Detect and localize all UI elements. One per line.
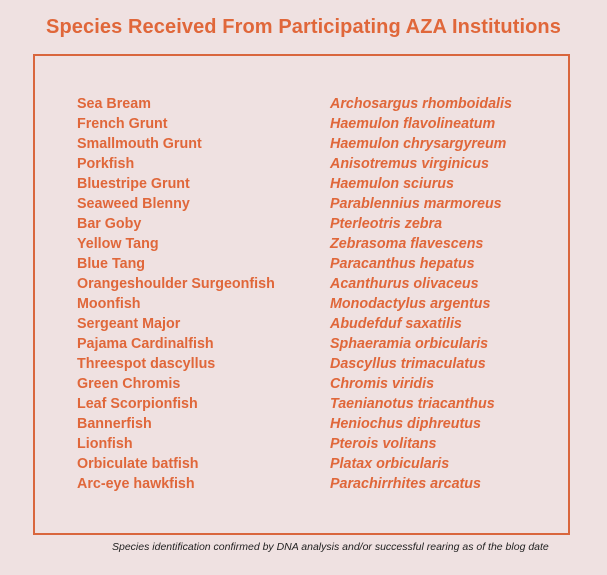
species-common-name: Green Chromis [77, 376, 181, 392]
species-common-name: Moonfish [77, 296, 141, 312]
species-common-name: Arc-eye hawkfish [77, 476, 195, 492]
species-common-name: Bluestripe Grunt [77, 176, 190, 192]
species-scientific-name: Parachirrhites arcatus [330, 476, 481, 492]
species-scientific-name: Paracanthus hepatus [330, 256, 475, 272]
species-scientific-name: Archosargus rhomboidalis [330, 96, 512, 112]
species-scientific-name: Pterois volitans [330, 436, 437, 452]
scientific-name-list [330, 94, 512, 494]
species-common-name: Leaf Scorpionfish [77, 396, 198, 412]
species-common-name: Bar Goby [77, 216, 142, 232]
species-common-name: Pajama Cardinalfish [77, 336, 214, 352]
species-common-name: Seaweed Blenny [77, 196, 190, 212]
species-common-name: Blue Tang [77, 256, 146, 272]
species-scientific-name: Haemulon sciurus [330, 176, 454, 192]
species-scientific-name: Monodactylus argentus [330, 296, 491, 312]
footnote: Species identification confirmed by DNA analysis and/or successful rearing as of the blog date [112, 541, 549, 553]
species-scientific-name: Sphaeramia orbicularis [330, 336, 489, 352]
species-scientific-name: Chromis viridis [330, 376, 435, 392]
species-scientific-name: Platax orbicularis [330, 456, 450, 472]
species-common-name: Smallmouth Grunt [77, 136, 202, 152]
species-scientific-name: Parablennius marmoreus [330, 196, 502, 212]
species-scientific-name: Haemulon chrysargyreum [330, 136, 507, 152]
species-scientific-name: Heniochus diphreutus [330, 416, 481, 432]
species-common-name: Threespot dascyllus [77, 356, 216, 372]
species-scientific-name: Abudefduf saxatilis [330, 316, 462, 332]
species-common-name: French Grunt [77, 116, 168, 132]
species-scientific-name: Pterleotris zebra [330, 216, 443, 232]
species-common-name: Orbiculate batfish [77, 456, 199, 472]
species-scientific-name: Haemulon flavolineatum [330, 116, 496, 132]
species-common-name: Porkfish [77, 156, 135, 172]
species-scientific-name: Dascyllus trimaculatus [330, 356, 486, 372]
species-scientific-name: Acanthurus olivaceus [330, 276, 479, 292]
common-name-list [77, 94, 275, 494]
species-scientific-name: Zebrasoma flavescens [330, 236, 484, 252]
species-scientific-name: Anisotremus virginicus [330, 156, 489, 172]
page-title: Species Received From Participating AZA Institutions [46, 16, 561, 38]
species-common-name: Orangeshoulder Surgeonfish [77, 276, 275, 292]
species-common-name: Bannerfish [77, 416, 152, 432]
species-common-name: Sergeant Major [77, 316, 181, 332]
species-common-name: Lionfish [77, 436, 133, 452]
species-common-name: Yellow Tang [77, 236, 159, 252]
species-scientific-name: Taenianotus triacanthus [330, 396, 495, 412]
species-common-name: Sea Bream [77, 96, 151, 112]
